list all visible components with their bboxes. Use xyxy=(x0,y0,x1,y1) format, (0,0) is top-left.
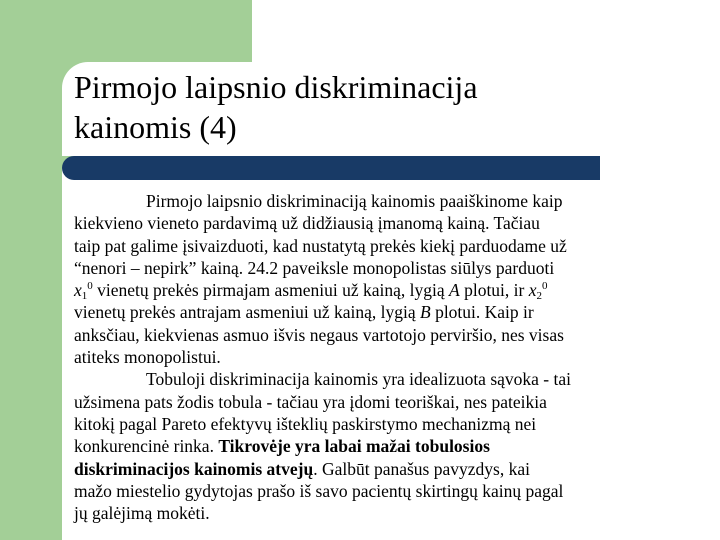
p2-line-4-bold: Tikrovėje yra labai mažai tobulosios xyxy=(218,436,490,457)
p2-line-4 xyxy=(74,435,674,457)
p2-line-5-bold: diskriminacijos kainomis atvejų xyxy=(74,458,314,479)
p2-line-4-text: konkurencinė rinka. xyxy=(74,436,219,457)
p2-line-7: jų galėjimą mokėti. xyxy=(74,503,210,524)
title-divider-bar xyxy=(62,156,600,180)
p1-line-2: kiekvieno vieneto pardavimą už didžiausią įmanomą kainą. Tačiau xyxy=(74,213,540,234)
title-line-1: Pirmojo laipsnio diskriminacija xyxy=(74,69,478,105)
var-x2-subscript: 2 xyxy=(536,290,543,303)
paragraph-1 xyxy=(74,190,674,368)
p1-line-3: taip pat galime įsivaizduoti, kad nustatytą prekės kiekį parduodame už xyxy=(74,235,567,256)
p2-line-2: užsimena pats žodis tobula - tačiau yra įdomi teoriškai, nes pateikia xyxy=(74,391,547,412)
p2-line-1: Tobuloji diskriminacija kainomis yra idealizuota sąvoka - tai xyxy=(146,369,571,390)
p1-line-4: “nenori – nepirk” kainą. 24.2 paveiksle monopolistas siūlys parduoti xyxy=(74,257,555,278)
var-x2: x xyxy=(528,280,537,301)
var-x1-superscript: 0 xyxy=(87,280,93,293)
p2-line-5-text: . Galbūt panašus pavyzdys, kai xyxy=(313,458,530,479)
slide-title xyxy=(74,67,674,147)
var-x1-subscript: 1 xyxy=(81,290,88,303)
paragraph-2 xyxy=(74,368,674,524)
p1-line-6 xyxy=(74,301,674,323)
p1-line-5 xyxy=(74,279,674,301)
p1-line-8: atiteks monopolistui. xyxy=(74,347,221,368)
p2-line-5 xyxy=(74,458,674,480)
area-b: B xyxy=(419,302,431,323)
slide-body xyxy=(74,190,674,524)
p1-line-6-text-b: plotui. Kaip ir xyxy=(430,302,534,323)
p1-line-5-text-a: vienetų prekės pirmajam asmeniui už kainą, lygią xyxy=(92,280,449,301)
var-x1: x xyxy=(74,280,82,301)
var-x2-superscript: 0 xyxy=(542,280,548,293)
p2-line-3: kitokį pagal Pareto efektyvų išteklių paskirstymo mechanizmą nei xyxy=(74,413,537,434)
p1-line-5-text-b: plotui, ir xyxy=(459,280,529,301)
p1-line-6-text-a: vienetų prekės antrajam asmeniui už kainą, lygią xyxy=(74,302,420,323)
p1-line-1: Pirmojo laipsnio diskriminaciją kainomis paaiškinome kaip xyxy=(146,191,563,211)
area-a: A xyxy=(449,280,460,301)
title-line-2: kainomis (4) xyxy=(74,109,237,145)
p1-line-7: anksčiau, kiekvienas asmuo išvis negaus vartotojo perviršio, nes visas xyxy=(74,324,564,345)
p2-line-6: mažo miestelio gydytojas prašo iš savo pacientų skirtingų kainų pagal xyxy=(74,480,564,501)
